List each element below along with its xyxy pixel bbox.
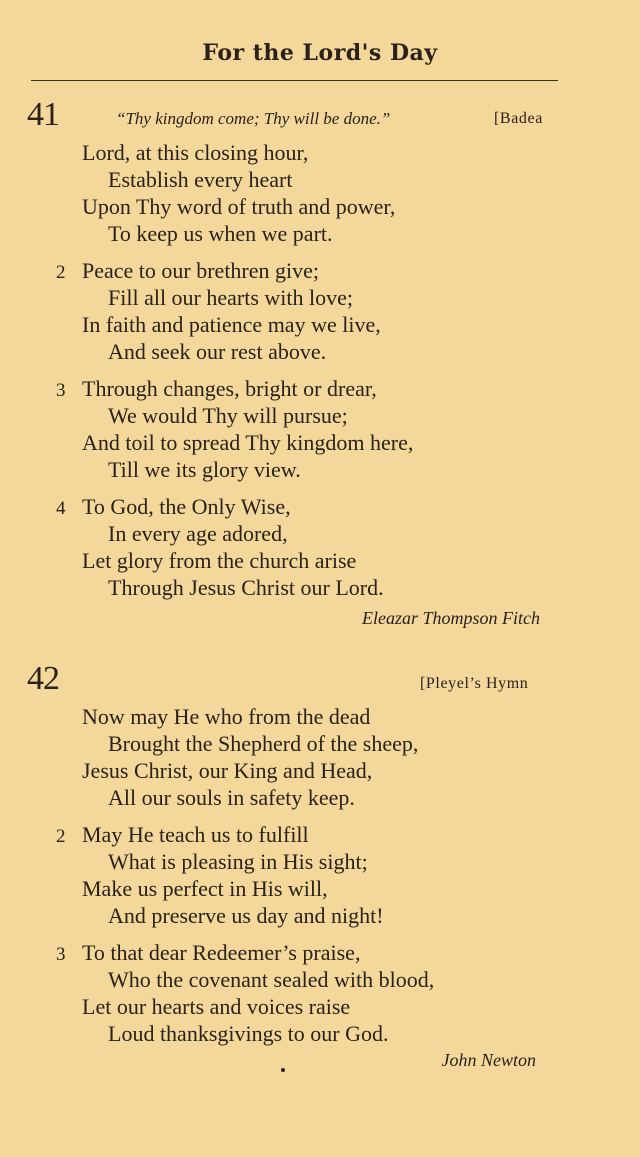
verse-line: Jesus Christ, our King and Head, [82, 758, 373, 783]
verse-line: Brought the Shepherd of the sheep, [108, 731, 419, 756]
verse-line: Peace to our brethren give; [82, 258, 320, 283]
hymn-number: 42 [27, 660, 59, 697]
stanza-number: 3 [56, 944, 66, 965]
verse-line: And seek our rest above. [108, 339, 327, 364]
stanza-number: 4 [56, 498, 66, 519]
verse-line: Fill all our hearts with love; [108, 285, 354, 310]
verse-line: Who the covenant sealed with blood, [108, 967, 435, 992]
verse-line: Make us perfect in His will, [82, 876, 328, 901]
running-head: For the Lord's Day [202, 40, 438, 66]
verse-line: And preserve us day and night! [108, 903, 384, 928]
hymn-author: John Newton [441, 1050, 536, 1070]
verse-line: Through Jesus Christ our Lord. [108, 575, 384, 600]
verse-line: What is pleasing in His sight; [108, 849, 368, 874]
stanza-number: 2 [56, 826, 66, 847]
verse-line: To God, the Only Wise, [82, 494, 291, 519]
verse-line: And toil to spread Thy kingdom here, [82, 430, 414, 455]
verse-line: Loud thanksgivings to our God. [108, 1021, 389, 1046]
stanza-number: 3 [56, 380, 66, 401]
verse-line: To keep us when we part. [108, 221, 333, 246]
tune-name: [Pleyel’s Hymn [420, 675, 529, 692]
stanza-number: 2 [56, 262, 66, 283]
ornament-dot [281, 1068, 285, 1072]
hymn-number: 41 [27, 96, 59, 133]
verse-line: Upon Thy word of truth and power, [82, 194, 396, 219]
verse-line: Till we its glory view. [108, 457, 301, 482]
verse-line: In faith and patience may we live, [82, 312, 381, 337]
verse-line: All our souls in safety keep. [108, 785, 355, 810]
hymn-author: Eleazar Thompson Fitch [362, 608, 540, 628]
hymn-epigraph: “Thy kingdom come; Thy will be done.” [116, 109, 391, 128]
verse-line: In every age adored, [108, 521, 288, 546]
verse-line: May He teach us to fulfill [82, 822, 309, 847]
verse-line: Establish every heart [108, 167, 293, 192]
verse-line: Let glory from the church arise [82, 548, 357, 573]
verse-line: Now may He who from the dead [82, 704, 371, 729]
header-rule [31, 80, 558, 81]
verse-line: To that dear Redeemer’s praise, [82, 940, 361, 965]
verse-line: Lord, at this closing hour, [82, 140, 309, 165]
verse-line: Let our hearts and voices raise [82, 994, 351, 1019]
tune-name: [Badea [494, 110, 543, 127]
verse-line: Through changes, bright or drear, [82, 376, 377, 401]
verse-line: We would Thy will pursue; [108, 403, 348, 428]
